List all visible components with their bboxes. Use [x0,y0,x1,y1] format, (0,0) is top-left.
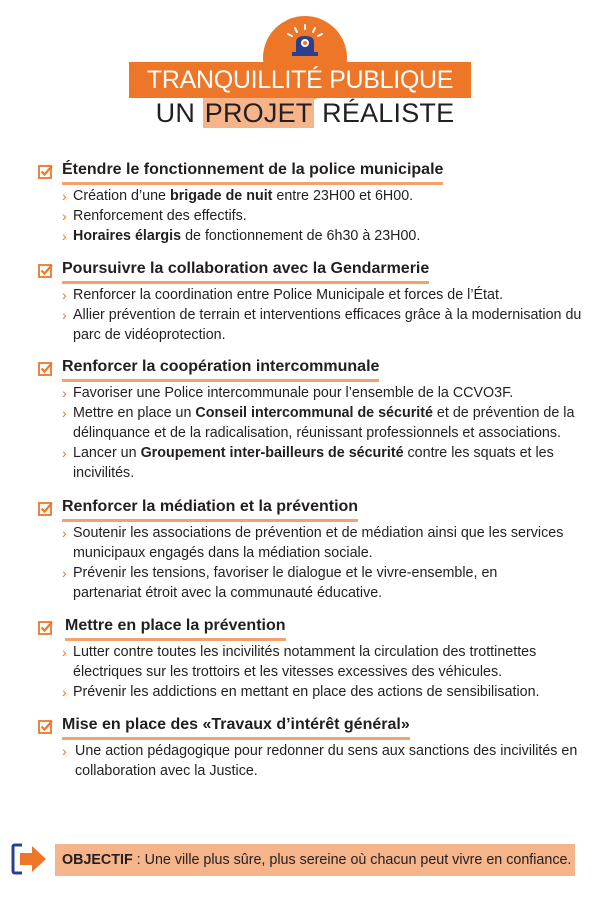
chevron-right-icon: › [62,743,67,759]
item-text: entre 23H00 et 6H00. [272,188,414,204]
chevron-right-icon: › [62,405,67,421]
chevron-right-icon: › [62,445,67,461]
section-title: Renforcer la coopération intercommunale [62,357,379,382]
item-text: Prévenir les tensions, favoriser le dialogue et le vivre-ensemble, en partenariat étroit avec la communauté éducative. [73,565,498,601]
list-item [62,682,582,702]
section-prevention [38,616,598,700]
chevron-right-icon: › [62,385,67,401]
list-item [62,642,582,682]
checkbox-checked-icon [38,164,53,179]
chevron-right-icon: › [62,208,67,224]
section-title: Mise en place des «Travaux d’intérêt général» [62,715,410,740]
list-item [62,226,602,246]
item-bold: Horaires élargis [73,228,182,244]
checkbox-checked-icon [38,620,53,635]
objective-text [62,850,571,870]
item-text: contre les squats et les incivilités. [73,445,554,481]
list-item [62,206,602,226]
chevron-right-icon: › [62,644,67,660]
list-item [62,443,602,483]
list-item [62,403,602,443]
item-text: de fonctionnement de 6h30 à 23H00. [181,228,421,244]
list-item [62,741,582,781]
subtitle-part: UN [155,98,203,128]
section-title: Mettre en place la prévention [65,616,286,641]
item-text: Allier prévention de terrain et interventions efficaces grâce à la modernisation du parc de vidéoprotection. [73,307,582,343]
exit-arrow-icon [10,842,50,876]
list-item [62,305,597,345]
chevron-right-icon: › [62,525,67,541]
page-title: TRANQUILLITÉ PUBLIQUE [146,66,454,94]
objective-label: OBJECTIF [62,852,133,868]
list-item [62,523,587,563]
list-item [62,285,597,305]
section-intercommunale [38,357,598,481]
section-tig [38,715,598,779]
item-text: Renforcement des effectifs. [73,208,247,224]
chevron-right-icon: › [62,228,67,244]
checkbox-checked-icon [38,361,53,376]
checkbox-checked-icon [38,719,53,734]
header [0,0,611,140]
subtitle-highlight: PROJET [204,98,313,128]
siren-icon [283,24,327,58]
item-text: Lutter contre toutes les incivilités notamment la circulation des trottinettes électriques sur les trottoirs et les vitesses excessives des véhicules. [73,644,537,680]
list-item [62,383,602,403]
chevron-right-icon: › [62,287,67,303]
page-subtitle [120,96,490,130]
item-text: Mettre en place un [73,405,196,421]
objective-statement: : Une ville plus sûre, plus sereine où chacun peut vivre en confiance. [132,852,572,868]
chevron-right-icon: › [62,684,67,700]
item-text: et de prévention de la délinquance et de la radicalisation, réunissant professionnels et associations. [73,405,575,441]
chevron-right-icon: › [62,307,67,323]
item-text: Favoriser une Police intercommunale pour l’ensemble de la CCVO3F. [73,385,514,401]
objective-banner [0,840,611,880]
section-title: Poursuivre la collaboration avec la Gendarmerie [62,259,429,284]
checkbox-checked-icon [38,263,53,278]
chevron-right-icon: › [62,188,67,204]
item-text: Soutenir les associations de prévention et de médiation ainsi que les services municipaux engagés dans la médiation sociale. [73,525,564,561]
item-bold: brigade de nuit [169,188,273,204]
section-title: Renforcer la médiation et la prévention [62,497,358,522]
item-text: Renforcer la coordination entre Police Municipale et forces de l’État. [73,287,503,303]
subtitle-part: RÉALISTE [314,98,455,128]
list-item [62,186,602,206]
item-text: Prévenir les addictions en mettant en place des actions de sensibilisation. [73,684,540,700]
item-text: Une action pédagogique pour redonner du sens aux sanctions des incivilités en collaboration avec la Justice. [75,743,578,779]
list-item [62,563,587,603]
section-title: Étendre le fonctionnement de la police municipale [62,160,443,185]
section-gendarmerie [38,259,598,343]
checkbox-checked-icon [38,501,53,516]
item-bold: Groupement inter-bailleurs de sécurité [140,445,404,461]
item-text: Création d’une [73,188,170,204]
item-text: Lancer un [73,445,141,461]
item-bold: Conseil intercommunal de sécurité [195,405,433,421]
section-mediation [38,497,598,601]
chevron-right-icon: › [62,565,67,581]
section-police-municipale [38,160,598,244]
